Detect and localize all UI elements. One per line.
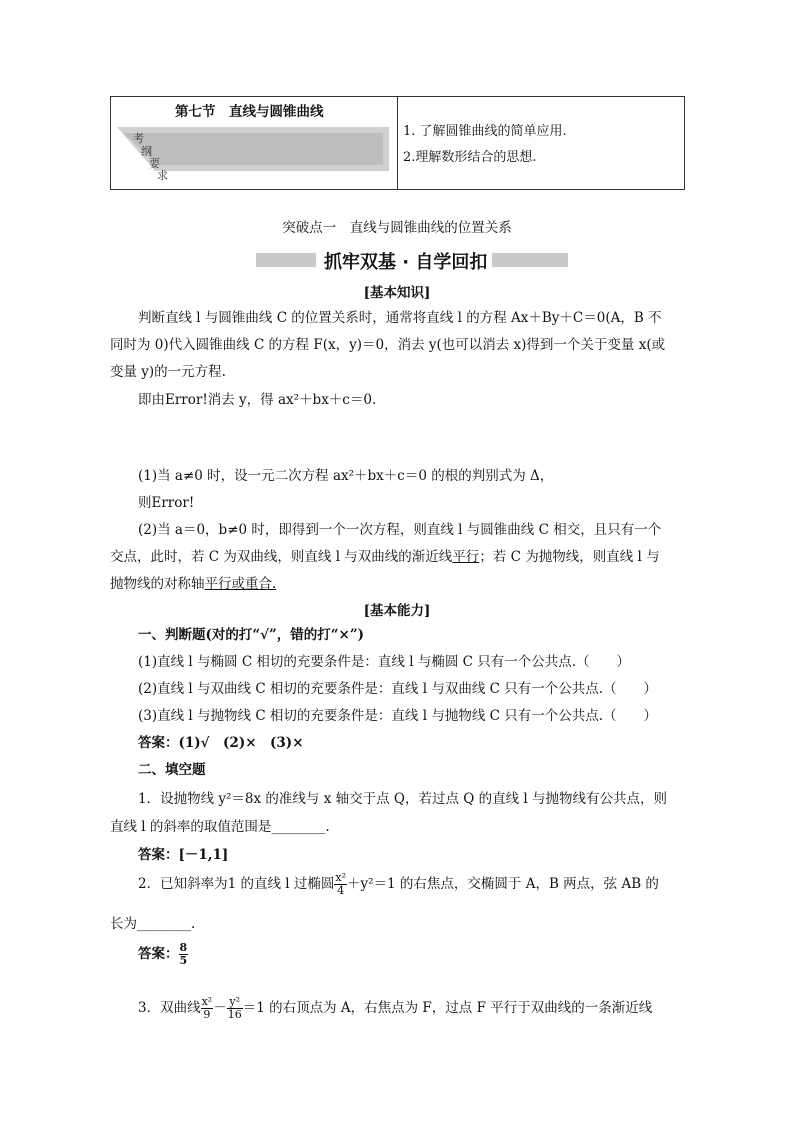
requirements-label-char: 要 bbox=[149, 157, 160, 170]
underlined-answer: 平行或重合. bbox=[204, 576, 277, 592]
fraction bbox=[227, 996, 243, 1021]
judgement-question: (3)直线 l 与抛物线 C 相切的充要条件是：直线 l 与抛物线 C 只有一个公共点.（ ） bbox=[138, 708, 658, 724]
text-run: ；若 C 为抛物线，则直线 l 与 bbox=[479, 549, 660, 565]
fill-question-line: 直线 l 的斜率的取值范围是________. bbox=[110, 819, 330, 835]
text-run: 抛物线的对称轴 bbox=[110, 576, 205, 592]
fraction bbox=[179, 942, 189, 967]
paragraph-line: (1)当 a≠0 时，设一元二次方程 ax²＋bx＋c＝0 的根的判别式为 Δ， bbox=[138, 468, 554, 484]
fill-question-line bbox=[138, 872, 659, 897]
goal-item: 1. 了解圆锥曲线的简单应用. bbox=[403, 124, 567, 139]
text-run: 3．双曲线 bbox=[138, 1000, 201, 1016]
text-run: ＝1 的右顶点为 A，右焦点为 F，过点 F 平行于双曲线的一条渐近线 bbox=[242, 1000, 653, 1016]
header-table bbox=[110, 96, 685, 190]
requirements-label-char: 求 bbox=[157, 169, 168, 182]
judgement-question: (1)直线 l 与椭圆 C 相切的充要条件是：直线 l 与椭圆 C 只有一个公共点.（ ） bbox=[138, 654, 631, 670]
text-run: 交点，此时，若 C 为双曲线，则直线 l 与双曲线的渐近线 bbox=[110, 549, 453, 565]
paragraph-line: 变量 y)的一元方程. bbox=[110, 364, 226, 380]
paragraph-line: 则Error! bbox=[138, 495, 195, 511]
judgement-question: (2)直线 l 与双曲线 C 相切的充要条件是：直线 l 与双曲线 C 只有一个公共点.（ ） bbox=[138, 681, 658, 697]
answer-text: 答案：(1)√ (2)× (3)× bbox=[138, 735, 304, 751]
fraction bbox=[201, 996, 214, 1021]
paragraph-line bbox=[110, 572, 276, 592]
answer-label: 答案： bbox=[138, 946, 179, 962]
basic-ability-heading: [基本能力] bbox=[363, 603, 431, 619]
paragraph-line bbox=[110, 545, 660, 565]
paragraph-line: 即由Error!消去 y，得 ax²＋bx＋c＝0. bbox=[138, 392, 377, 408]
text-run: 2．已知斜率为1 的直线 l 过椭圆 bbox=[138, 876, 335, 892]
topic-title: 突破点一 直线与圆锥曲线的位置关系 bbox=[282, 220, 512, 236]
text-run: － bbox=[213, 1000, 227, 1016]
goal-item: 2.理解数形结合的思想. bbox=[403, 150, 537, 165]
paragraph-line: 判断直线 l 与圆锥曲线 C 的位置关系时，通常将直线 l 的方程 Ax＋By＋C＝0(A，B 不 bbox=[138, 310, 662, 326]
banner-bar-right bbox=[492, 253, 568, 267]
paragraph-line: (2)当 a＝0，b≠0 时，即得到一个一次方程，则直线 l 与圆锥曲线 C 相交，且只有一个 bbox=[138, 522, 662, 538]
part2-title: 二、填空题 bbox=[138, 762, 206, 778]
fill-question-line: 1．设抛物线 y²＝8x 的准线与 x 轴交于点 Q，若过点 Q 的直线 l 与抛物线有公共点，则 bbox=[138, 791, 668, 807]
answer-text: 答案：[－1,1] bbox=[138, 847, 229, 863]
basic-knowledge-heading: [基本知识] bbox=[363, 285, 431, 301]
banner-text: 抓牢双基 · 自学回扣 bbox=[324, 252, 488, 273]
fraction-denominator: 16 bbox=[227, 1008, 242, 1021]
fraction bbox=[334, 872, 347, 897]
fraction-denominator: 5 bbox=[179, 954, 188, 967]
section-banner bbox=[256, 248, 568, 272]
paragraph-line: 同时为 0)代入圆锥曲线 C 的方程 F(x，y)＝0，消去 y(也可以消去 x)得到一个关于变量 x(或 bbox=[110, 337, 666, 353]
section-title: 第七节 直线与圆锥曲线 bbox=[175, 104, 324, 120]
requirements-label-char: 纲 bbox=[141, 145, 152, 158]
fill-question-line bbox=[138, 996, 652, 1021]
fraction-numerator: 8 bbox=[179, 941, 188, 954]
fill-question-line: 长为________. bbox=[110, 916, 196, 932]
fraction-denominator: 9 bbox=[203, 1008, 211, 1021]
fraction-numerator: y² bbox=[227, 996, 243, 1009]
table-divider bbox=[397, 97, 398, 189]
goals-list bbox=[403, 119, 567, 171]
answer-text bbox=[138, 942, 188, 967]
text-run: ＋y²＝1 的右焦点，交椭圆于 A，B 两点，弦 AB 的 bbox=[347, 876, 659, 892]
fraction-denominator: 4 bbox=[337, 884, 345, 897]
fraction-numerator: x² bbox=[201, 995, 213, 1008]
underlined-answer: 平行 bbox=[452, 549, 480, 565]
banner-bar-left bbox=[256, 253, 316, 267]
part1-title: 一、判断题(对的打“√”，错的打“×”) bbox=[138, 627, 365, 643]
fraction-numerator: x² bbox=[335, 871, 346, 884]
requirements-label-char: 考 bbox=[133, 132, 144, 145]
